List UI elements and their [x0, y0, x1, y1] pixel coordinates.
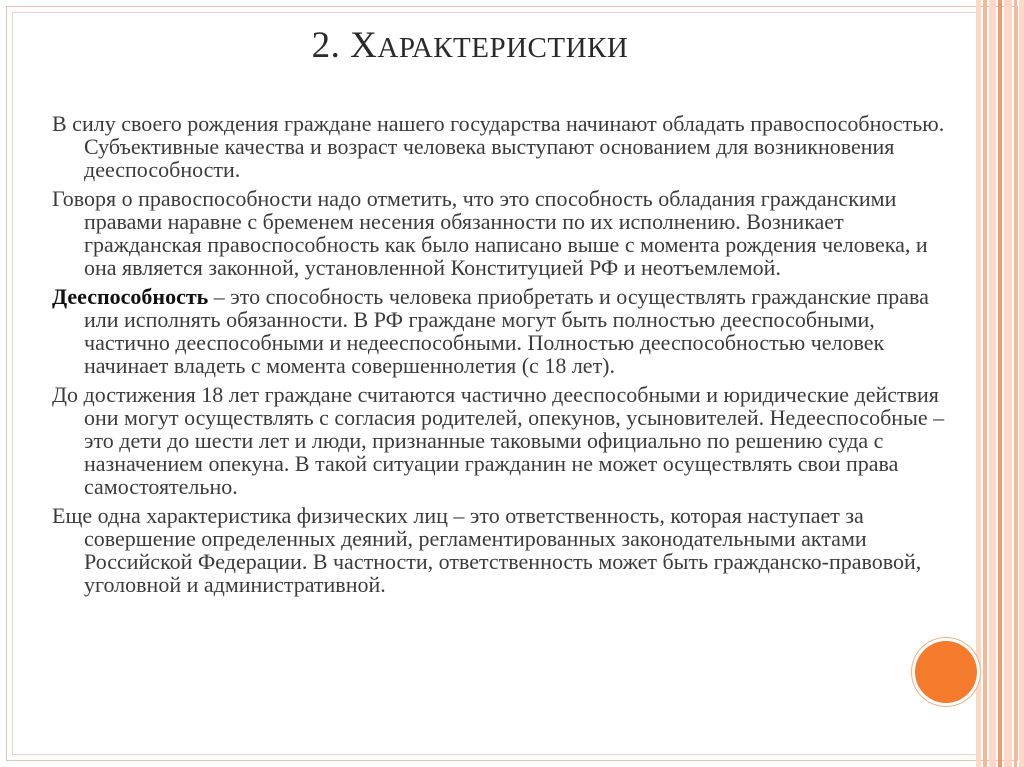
stripe — [1004, 0, 1012, 767]
stripe — [1014, 0, 1017, 767]
stripe — [989, 0, 996, 767]
content-body — [52, 112, 952, 602]
decorative-circle — [915, 641, 977, 703]
stripe — [998, 0, 1002, 767]
paragraph-text: В силу своего рождения граждане нашего государства начинают обладать правоспособностью. Субъективные качества и возраст человека выступают основанием для возникновения дееспособности. — [52, 111, 945, 182]
stripe — [1019, 0, 1024, 767]
stripe — [983, 0, 987, 767]
paragraph-text: До достижения 18 лет граждане считаются частично дееспособными и юридические действия они могут осуществлять с согласия родителей, опекунов, усыновителей. Недееспособные – это дети до шести лет и люди, признанные таковыми официально по решению суда с назначением опекуна. В такой ситуации гражданин не может осуществлять свои права самостоятельно. — [52, 382, 945, 499]
paragraph — [52, 504, 952, 596]
stripe — [976, 0, 981, 767]
decorative-stripes — [976, 0, 1024, 767]
page-title — [0, 24, 940, 67]
paragraph-text: Еще одна характеристика физических лиц – это ответственность, которая наступает за совершение определенных деяний, регламентированных законодательными актами Российской Федерации. В частности, ответственность может быть гражданско-правовой, уголовной и административной. — [52, 503, 922, 597]
paragraph — [52, 285, 952, 377]
paragraph-term: Дееспособность — [52, 284, 209, 309]
paragraph — [52, 383, 952, 498]
paragraph-text: – это способность человека приобретать и осуществлять гражданские права или исполнять обязанности. В РФ граждане могут быть полностью дееспособными, частично дееспособными и недееспособными. Полностью дееспособностью человек начинает владеть с момента совершеннолетия (с 18 лет). — [84, 284, 929, 378]
paragraph-text: Говоря о правоспособности надо отметить, что это способность обладания гражданскими правами наравне с бременем несения обязанности по их исполнению. Возникает гражданская правоспособность как было написано выше с момента рождения человека, и она является законной, установленной Конституцией РФ и неотъемлемой. — [52, 186, 928, 280]
paragraph — [52, 187, 952, 279]
title-rest: АРАКТЕРИСТИКИ — [377, 32, 629, 64]
title-number: 2. — [311, 25, 341, 66]
paragraph — [52, 112, 952, 181]
title-first-letter: Х — [350, 25, 378, 66]
